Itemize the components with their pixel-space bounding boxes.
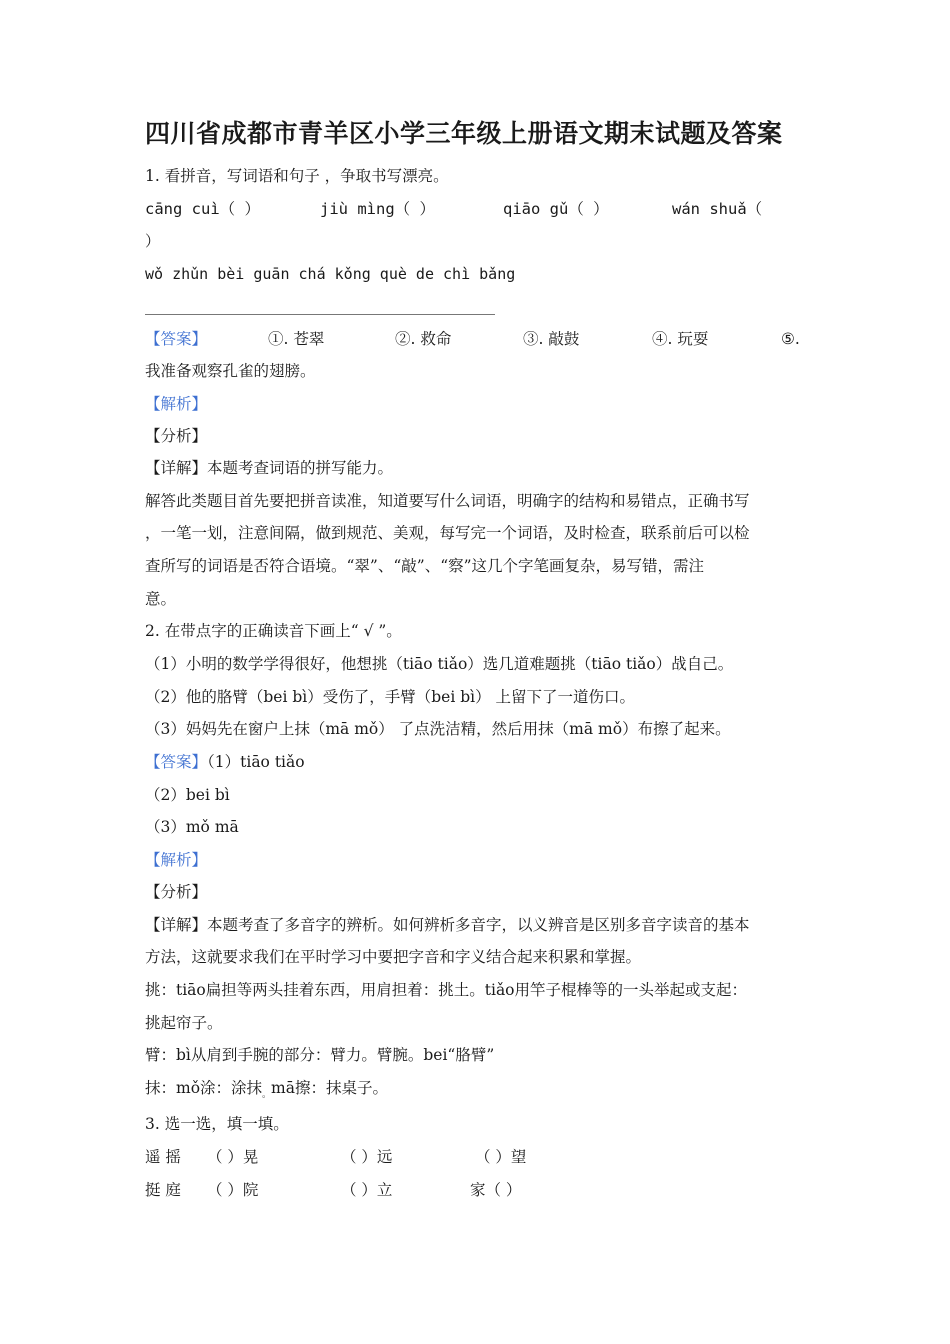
q1-xiangjie: 【详解】本题考查词语的拼写能力。	[145, 459, 394, 477]
q2-item: （3）妈妈先在窗户上抹（mā mǒ） 了点洗洁精，然后用抹（mā mǒ）布擦了起来。	[145, 720, 731, 738]
q3-row-label: 挺 庭	[145, 1181, 181, 1199]
q1-para-line: ，一笔一划，注意间隔，做到规范、美观，每写完一个词语，及时检查，联系前后可以检	[145, 524, 750, 542]
q2-para-line: 方法，这就要求我们在平时学习中要把字音和字义结合起来积累和掌握。	[145, 948, 642, 966]
q2-prompt: 2. 在带点字的正确读音下画上“ √ ”。	[145, 622, 402, 640]
q3-row-label: 遥 摇	[145, 1148, 181, 1166]
q3-blank-cell: （ ）远	[341, 1148, 393, 1166]
q1-para-line: 查所写的词语是否符合语境。“翠”、“敲”、“察”这几个字笔画复杂，易写错，需注	[145, 557, 705, 575]
answer-label: 【答案】	[145, 753, 208, 771]
jiexi-label: 【解析】	[145, 395, 208, 413]
q1-para-line: 解答此类题目首先要把拼音读准，知道要写什么词语，明确字的结构和易错点，正确书写	[145, 492, 750, 510]
q1-pinyin-item: qiāo gǔ（ ）	[503, 200, 609, 218]
q1-pinyin-item: wán shuǎ（	[672, 200, 763, 218]
q2-answer-item: （3）mǒ mā	[145, 818, 239, 836]
q2-para-line: 挑起帘子。	[145, 1014, 223, 1032]
q2-answer-item: （1）tiāo tiǎo	[207, 753, 305, 771]
q2-para-line: 【详解】本题考查了多音字的辨析。如何辨析多音字，以义辨音是区别多音字读音的基本	[145, 916, 750, 934]
q3-blank-cell: （ ）望	[475, 1148, 527, 1166]
q3-blank-cell: （ ）晃	[207, 1148, 259, 1166]
q3-prompt: 3. 选一选，填一填。	[145, 1115, 289, 1133]
q2-item: （2）他的胳臂（bei bì）受伤了，手臂（bei bì） 上留下了一道伤口。	[145, 688, 636, 706]
q2-last-line-part: mā擦：抹桌子。	[271, 1079, 388, 1097]
q1-pinyin-item: jiù mìng（ ）	[320, 200, 435, 218]
q2-para-line: 臂：bì从肩到手腕的部分：臂力。臂腕。bei“胳臂”	[145, 1046, 495, 1064]
q2-item: （1）小明的数学学得很好，他想挑（tiāo tiǎo）选几道难题挑（tiāo tiǎo）战自己。	[145, 655, 734, 673]
q1-prompt: 1. 看拼音，写词语和句子 ，争取书写漂亮。	[145, 167, 449, 185]
jiexi-label: 【解析】	[145, 851, 208, 869]
q1-answer-item: ④. 玩耍	[652, 330, 709, 348]
q1-answer-item: ①. 苍翠	[268, 330, 325, 348]
answer-label: 【答案】	[145, 330, 208, 348]
q3-blank-cell: 家（ ）	[470, 1181, 522, 1199]
q3-blank-cell: （ ）院	[207, 1181, 259, 1199]
q1-pinyin-wrap: ）	[145, 232, 161, 250]
q1-answer-item: ③. 敲鼓	[523, 330, 580, 348]
q1-answer-blank-line	[145, 314, 495, 315]
q1-answer-item: ⑤.	[781, 330, 800, 348]
q2-para-line-last	[145, 1077, 388, 1106]
q2-answer-row	[145, 751, 305, 773]
q2-last-line-dot: 。	[262, 1090, 272, 1100]
q1-answer-item: ②. 救命	[395, 330, 452, 348]
q1-answer-wrap: 我准备观察孔雀的翅膀。	[145, 362, 316, 380]
q1-pinyin-item: cāng cuì（ ）	[145, 200, 260, 218]
q2-para-line: 挑：tiāo扁担等两头挂着东西，用肩担着：挑土。tiǎo用竿子棍棒等的一头举起或支起：	[145, 981, 748, 999]
q3-blank-cell: （ ）立	[341, 1181, 393, 1199]
q1-sentence-pinyin: wǒ zhǔn bèi guān chá kǒng què de chì bǎng	[145, 265, 516, 283]
fenxi-label: 【分析】	[145, 427, 208, 445]
q2-last-line-part: 抹：mǒ涂：涂抹	[145, 1079, 263, 1097]
page-title: 四川省成都市青羊区小学三年级上册语文期末试题及答案	[145, 119, 783, 148]
fenxi-label: 【分析】	[145, 883, 208, 901]
q1-para-line: 意。	[145, 590, 177, 608]
q2-answer-item: （2）bei bì	[145, 786, 230, 804]
